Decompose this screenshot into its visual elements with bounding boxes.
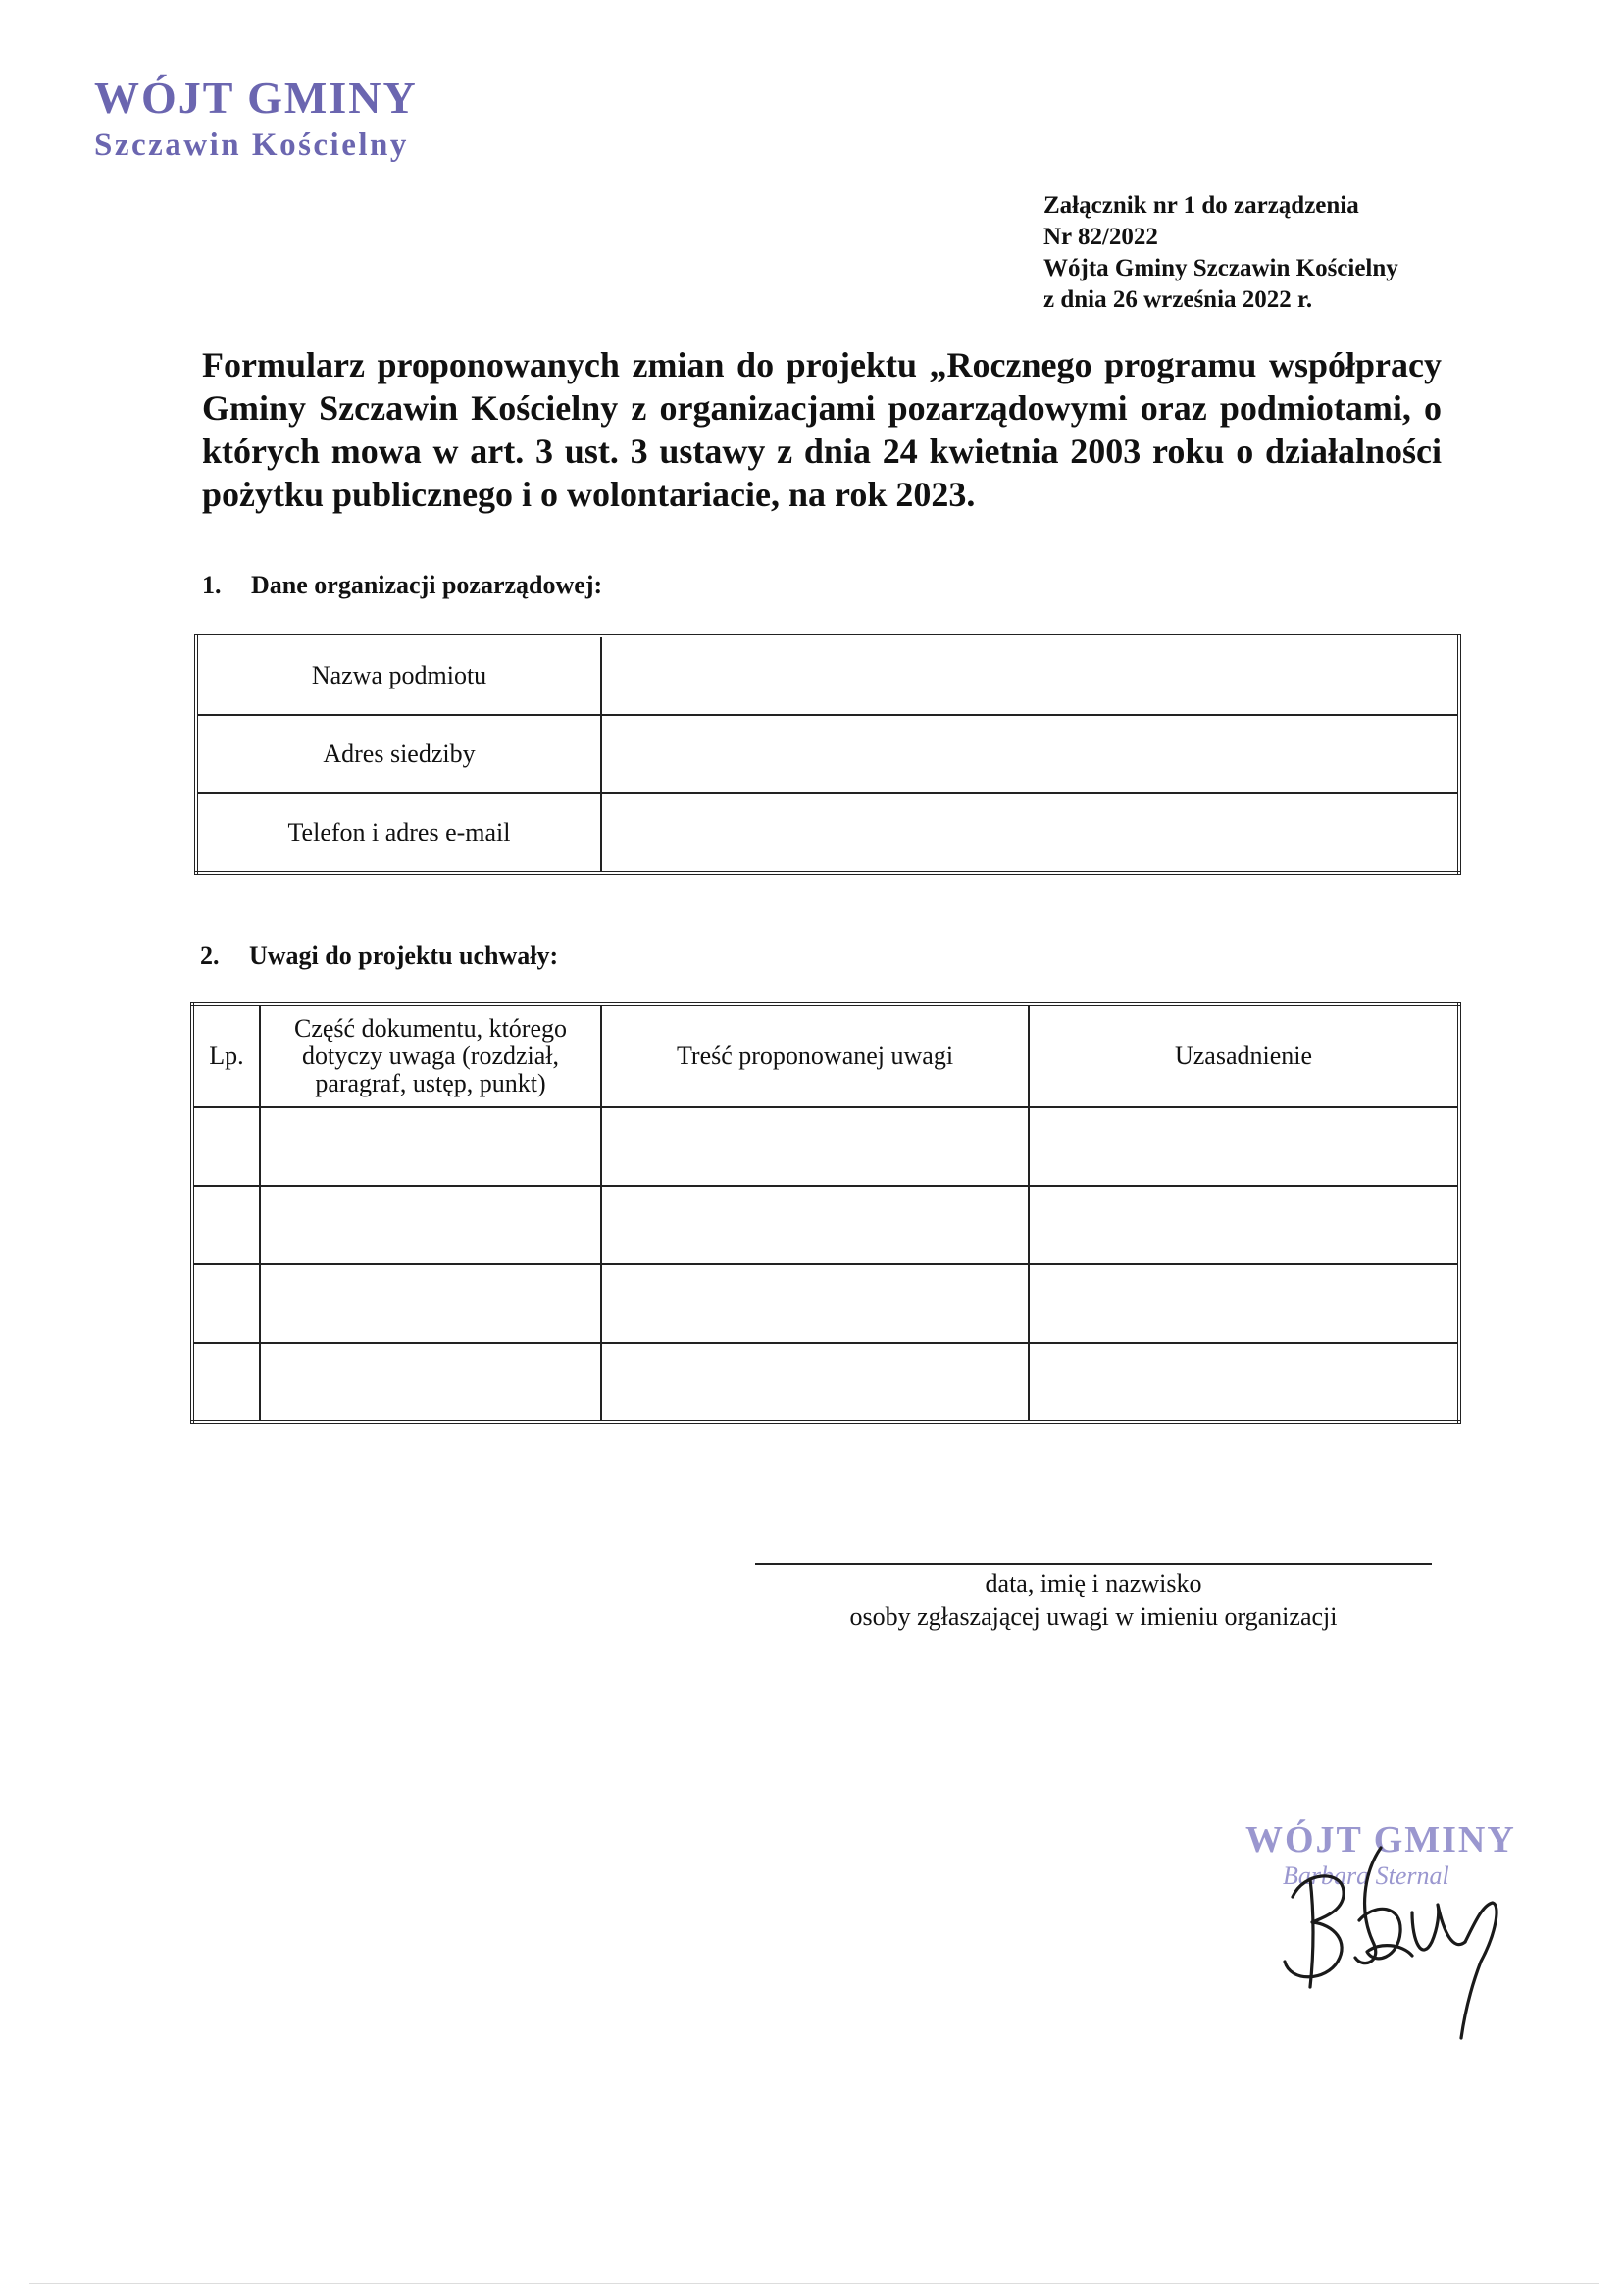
section-number: 1.	[202, 571, 222, 599]
remark-content-cell[interactable]	[601, 1343, 1029, 1422]
justification-cell[interactable]	[1029, 1343, 1459, 1422]
column-header-justification: Uzasadnienie	[1029, 1004, 1459, 1107]
remarks-table	[190, 1002, 1461, 1424]
remark-content-cell[interactable]	[601, 1107, 1029, 1186]
justification-cell[interactable]	[1029, 1186, 1459, 1264]
table-row	[196, 636, 1459, 715]
section-1-heading	[202, 571, 602, 600]
table-row	[196, 715, 1459, 793]
row-label-name: Nazwa podmiotu	[196, 636, 601, 715]
lp-cell[interactable]	[192, 1264, 260, 1343]
signature-stroke	[1412, 1905, 1465, 1950]
table-row	[192, 1343, 1459, 1422]
table-header-row	[192, 1004, 1459, 1107]
justification-cell[interactable]	[1029, 1264, 1459, 1343]
page-bottom-border	[29, 2283, 1599, 2284]
signature-stroke	[1461, 1903, 1497, 2038]
form-title: Formularz proponowanych zmian do projektu „Rocznego programu współpracy Gminy Szczawin Kościelny z organizacjami pozarządowymi oraz podmiotami, o których mowa w art. 3 ust. 3 ustawy z dnia 24 kwietnia 2003 roku o działalności pożytku publicznego i o wolontariacie, na rok 2023.	[202, 345, 1442, 514]
column-header-remark-content: Treść proponowanej uwagi	[601, 1004, 1029, 1107]
organization-data-table	[194, 634, 1461, 875]
document-part-cell[interactable]	[260, 1264, 601, 1343]
column-header-document-part: Część dokumentu, którego dotyczy uwaga (rozdział, paragraf, ustęp, punkt)	[260, 1004, 601, 1107]
organization-contact-field[interactable]	[601, 793, 1459, 873]
row-label-contact: Telefon i adres e-mail	[196, 793, 601, 873]
document-part-cell[interactable]	[260, 1343, 601, 1422]
annex-line: Nr 82/2022	[1043, 224, 1158, 250]
table-row	[192, 1107, 1459, 1186]
lp-cell[interactable]	[192, 1186, 260, 1264]
stamp-title: WÓJT GMINY	[1245, 1819, 1516, 1861]
signature-caption-line: data, imię i nazwisko	[985, 1569, 1202, 1598]
signature-stroke	[1359, 1909, 1412, 1958]
annex-reference	[1043, 190, 1398, 316]
row-label-address: Adres siedziby	[196, 715, 601, 793]
annex-line: z dnia 26 września 2022 r.	[1043, 286, 1313, 313]
column-header-lp: Lp.	[192, 1004, 260, 1107]
stamp-title: WÓJT GMINY	[94, 73, 418, 123]
signature-stroke	[1310, 1879, 1313, 1987]
justification-cell[interactable]	[1029, 1107, 1459, 1186]
signature-caption	[755, 1567, 1432, 1634]
document-part-cell[interactable]	[260, 1186, 601, 1264]
lp-cell[interactable]	[192, 1107, 260, 1186]
organization-name-field[interactable]	[601, 636, 1459, 715]
lp-cell[interactable]	[192, 1343, 260, 1422]
stamp-name: Barbara Sternal	[1283, 1861, 1449, 1890]
document-part-cell[interactable]	[260, 1107, 601, 1186]
signature-caption-line: osoby zgłaszającej uwagi w imieniu organizacji	[849, 1603, 1338, 1631]
annex-line: Wójta Gminy Szczawin Kościelny	[1043, 255, 1398, 281]
table-row	[196, 793, 1459, 873]
organization-address-field[interactable]	[601, 715, 1459, 793]
section-2-heading	[200, 942, 558, 971]
table-row	[192, 1186, 1459, 1264]
table-row	[192, 1264, 1459, 1343]
annex-line: Załącznik nr 1 do zarządzenia	[1043, 192, 1359, 219]
section-title: Dane organizacji pozarządowej:	[251, 571, 603, 599]
remark-content-cell[interactable]	[601, 1186, 1029, 1264]
remark-content-cell[interactable]	[601, 1264, 1029, 1343]
section-number: 2.	[200, 942, 220, 970]
handwritten-signature	[1265, 1795, 1549, 2050]
stamp-municipality: Szczawin Kościelny	[94, 127, 409, 163]
header-stamp	[94, 73, 418, 165]
signature-line[interactable]	[755, 1563, 1432, 1565]
section-title: Uwagi do projektu uchwały:	[249, 942, 559, 970]
